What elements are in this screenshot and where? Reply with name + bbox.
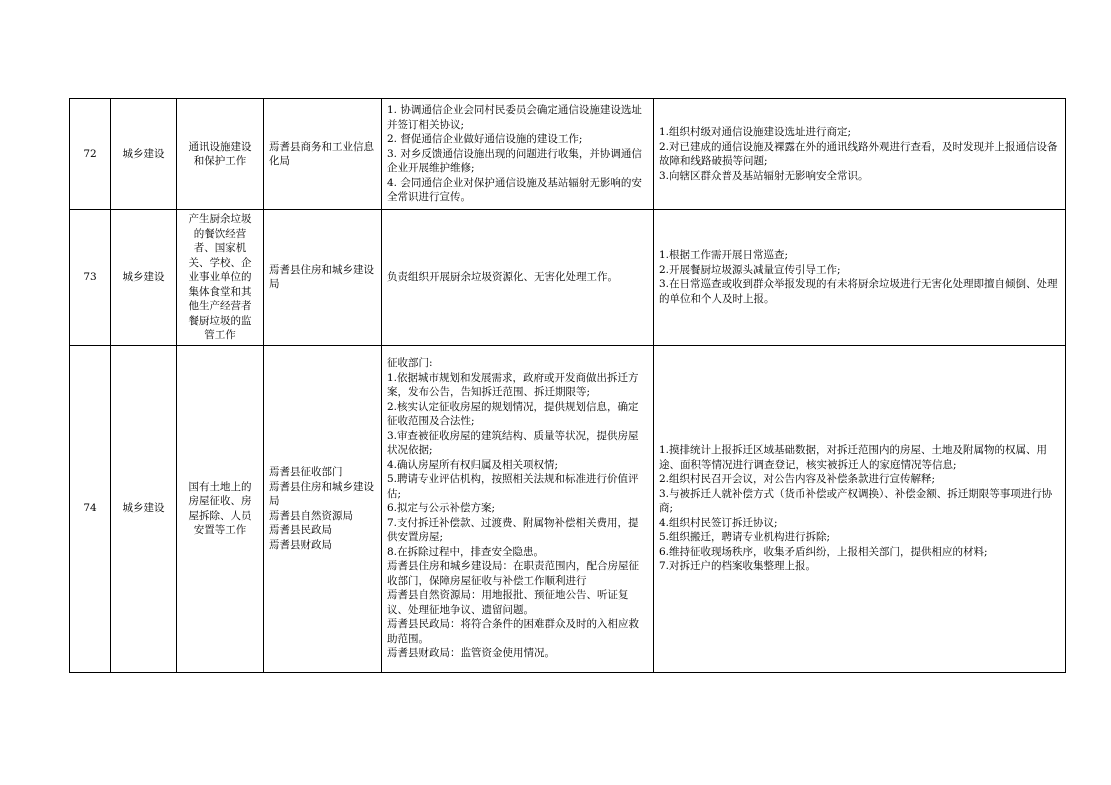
category-cell: 城乡建设 [111,99,177,210]
responsibility-line: 7.支付拆迁补偿款、过渡费、附属物补偿相关费用，提供安置房屋; [387,516,639,544]
duty-line: 2.对已建成的通信设施及裸露在外的通讯线路外观进行查看，及时发现并上报通信设备故障和线路破损等问题; [659,140,1058,167]
responsibility-line: 5.聘请专业评估机构，按照相关法规和标准进行价值评估; [387,473,639,500]
table-row [70,210,1066,346]
responsibility-line: 3. 对乡反馈通信设施出现的问题进行收集，并协调通信企业开展维护维修; [387,147,642,175]
duty-line: 5.组织搬迁，聘请专业机构进行拆除; [659,531,831,544]
item-cell: 通讯设施建设和保护工作 [177,99,264,210]
department-name: 焉耆县自然资源局 [269,509,353,522]
duty-line: 2.组织村民召开会议，对公告内容及补偿条款进行宣传解释; [659,473,936,486]
department-name: 焉耆县征收部门 [269,466,343,478]
responsibility-line: 焉耆县自然资源局：用地报批、预征地公告、听证复议、处理征地争议、遗留问题。 [387,589,629,616]
department-cell [264,210,382,346]
responsibility-line: 8.在拆除过程中，排查安全隐患。 [387,545,545,558]
department-name: 焉耆县住房和城乡建设局 [269,480,374,507]
duty-line: 1.组织村级对通信设施建设选址进行商定; [659,126,852,138]
responsibility-line: 4. 会同通信企业对保护通信设施及基站辐射无影响的安全常识进行宣传。 [387,176,642,204]
township-duty-cell [654,210,1066,346]
item-cell: 产生厨余垃圾的餐饮经营者、国家机关、学校、企业事业单位的集体食堂和其他生产经营者餐厨垃圾的监管工作 [177,210,264,346]
row-number: 72 [70,99,111,210]
duty-line: 1.摸排统计上报拆迁区域基础数据，对拆迁范围内的房屋、土地及附属物的权属、用途、面积等情况进行调查登记，核实被拆迁人的家庭情况等信息; [659,444,1048,471]
department-name: 焉耆县财政局 [269,538,332,551]
responsibility-line: 2. 督促通信企业做好通信设施的建设工作; [387,133,583,146]
duty-table [69,98,1066,673]
table-row [70,99,1066,210]
responsibility-line: 2.核实认定征收房屋的规划情况，提供规划信息，确定征收范围及合法性; [387,400,639,428]
department-name: 焉耆县民政局 [269,524,332,536]
department-name: 焉耆县住房和城乡建设局 [269,263,374,291]
responsibility-line: 负责组织开展厨余垃圾资源化、无害化处理工作。 [387,271,618,283]
responsibility-line: 焉耆县住房和城乡建设局：在职责范围内，配合房屋征收部门，保障房屋征收与补偿工作顺利进行 [387,560,639,587]
table-row [70,345,1066,672]
duty-line: 3.与被拆迁人就补偿方式（货币补偿或产权调换）、补偿金额、拆迁期限等事项进行协商; [659,487,1053,515]
duty-line: 4.组织村民签订拆迁协议; [659,516,778,529]
responsibility-line: 焉耆县财政局：监管资金使用情况。 [387,647,555,660]
township-duty-cell [654,99,1066,210]
responsibility-line: 3.审查被征收房屋的建筑结构、质量等状况，提供房屋状况依据; [387,429,639,457]
row-number: 73 [70,210,111,346]
category-cell: 城乡建设 [111,210,177,346]
duty-line: 6.维持征收现场秩序，收集矛盾纠纷，上报相关部门，提供相应的材料; [659,545,988,558]
department-cell [264,345,382,672]
responsibility-line: 1.依据城市规划和发展需求，政府或开发商做出拆迁方案，发布公告，告知拆迁范围、拆迁期限等; [387,371,639,399]
row-number: 74 [70,345,111,672]
department-responsibility-cell [382,99,654,210]
responsibility-line: 6.拟定与公示补偿方案; [387,502,496,515]
responsibility-line: 焉耆县民政局：将符合条件的困难群众及时的入相应救助范围。 [387,618,639,645]
responsibility-line: 征收部门: [387,357,433,370]
department-responsibility-cell [382,345,654,672]
duty-line: 7.对拆迁户的档案收集整理上报。 [659,560,817,573]
category-cell: 城乡建设 [111,345,177,672]
responsibility-line: 1. 协调通信企业会同村民委员会确定通信设施建设选址并签订相关协议; [387,104,642,131]
duty-line: 2.开展餐厨垃圾源头减量宣传引导工作; [659,263,841,276]
duty-line: 3.在日常巡查或收到群众举报发现的有未将厨余垃圾进行无害化处理即擅自倾倒、处理的单位和个人及时上报。 [659,278,1058,305]
duty-line: 3.向辖区群众普及基站辐射无影响安全常识。 [659,169,869,182]
department-name: 焉耆县商务和工业信息化局 [269,140,374,167]
item-cell: 国有土地上的房屋征收、房屋拆除、人员安置等工作 [177,345,264,672]
duty-line: 1.根据工作需开展日常巡查; [659,249,789,262]
department-cell [264,99,382,210]
department-responsibility-cell [382,210,654,346]
township-duty-cell [654,345,1066,672]
responsibility-line: 4.确认房屋所有权归属及相关项权情; [387,458,559,471]
